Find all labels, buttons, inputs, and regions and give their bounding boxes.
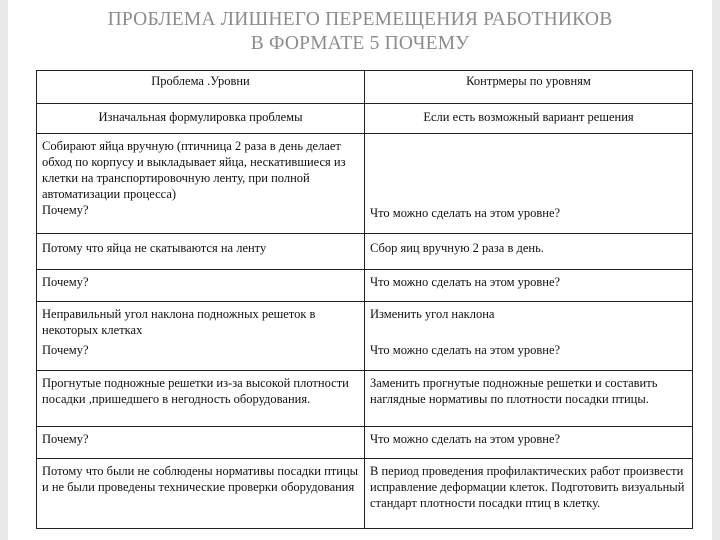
title-line-2: В ФОРМАТЕ 5 ПОЧЕМУ (250, 33, 470, 54)
table-row (37, 234, 693, 270)
table-header-row (37, 71, 693, 104)
cause-cell: Потому что яйца не скатываются на ленту (37, 234, 365, 270)
table-row (37, 270, 693, 302)
countermeasure-cell: Изменить угол наклона (365, 302, 693, 341)
slide (8, 0, 712, 540)
intro-left-cell: Изначальная формулировка проблемы (37, 104, 365, 134)
why-cell: Почему? (37, 270, 365, 302)
problem-cell (37, 134, 365, 234)
problem-countermeasure-cell (365, 134, 693, 234)
countermeasure-cell: В период проведения профилактических работ произвести исправление деформации клеток. Подготовить визуальный стандарт плотности посадки птиц в клетку. (365, 458, 693, 528)
title-line-1: ПРОБЛЕМА ЛИШНЕГО ПЕРЕМЕЩЕНИЯ РАБОТНИКОВ (107, 9, 613, 30)
header-problem-levels: Проблема .Уровни (37, 71, 365, 104)
header-countermeasures: Контрмеры по уровням (365, 71, 693, 104)
why-cell: Почему? (37, 340, 365, 370)
table-row (37, 426, 693, 458)
cause-cell: Потому что были не соблюдены нормативы посадки птицы и не были проведены технические проверки оборудования (37, 458, 365, 528)
countermeasure-cell: Сбор яиц вручную 2 раза в день. (365, 234, 693, 270)
table-row-problem (37, 134, 693, 234)
question-cell: Что можно сделать на этом уровне? (365, 426, 693, 458)
question-cell: Что можно сделать на этом уровне? (365, 340, 693, 370)
table-row-intro (37, 104, 693, 134)
table-row (37, 340, 693, 370)
why-cell: Почему? (37, 426, 365, 458)
table-row (37, 370, 693, 426)
cause-cell: Прогнутые подножные решетки из-за высокой плотности посадки ,пришедшего в негодность оборудования. (37, 370, 365, 426)
intro-right-cell: Если есть возможный вариант решения (365, 104, 693, 134)
question-cell: Что можно сделать на этом уровне? (365, 270, 693, 302)
problem-statement: Собирают яйца вручную (птичница 2 раза в день делает обход по корпусу и выкладывает яйца, нескатившиеся из клетки на транспортировочную ленту, при полной автоматизации процесса) (42, 139, 346, 201)
problem-question: Что можно сделать на этом уровне? (370, 206, 561, 220)
page-title (8, 8, 712, 56)
cause-cell: Неправильный угол наклона подножных решеток в некоторых клетках (37, 302, 365, 341)
countermeasure-cell: Заменить прогнутые подножные решетки и составить наглядные нормативы по плотности посадки птицы. (365, 370, 693, 426)
problem-why: Почему? (42, 203, 89, 217)
five-whys-table (36, 70, 693, 529)
table-row (37, 458, 693, 528)
table-row (37, 302, 693, 341)
